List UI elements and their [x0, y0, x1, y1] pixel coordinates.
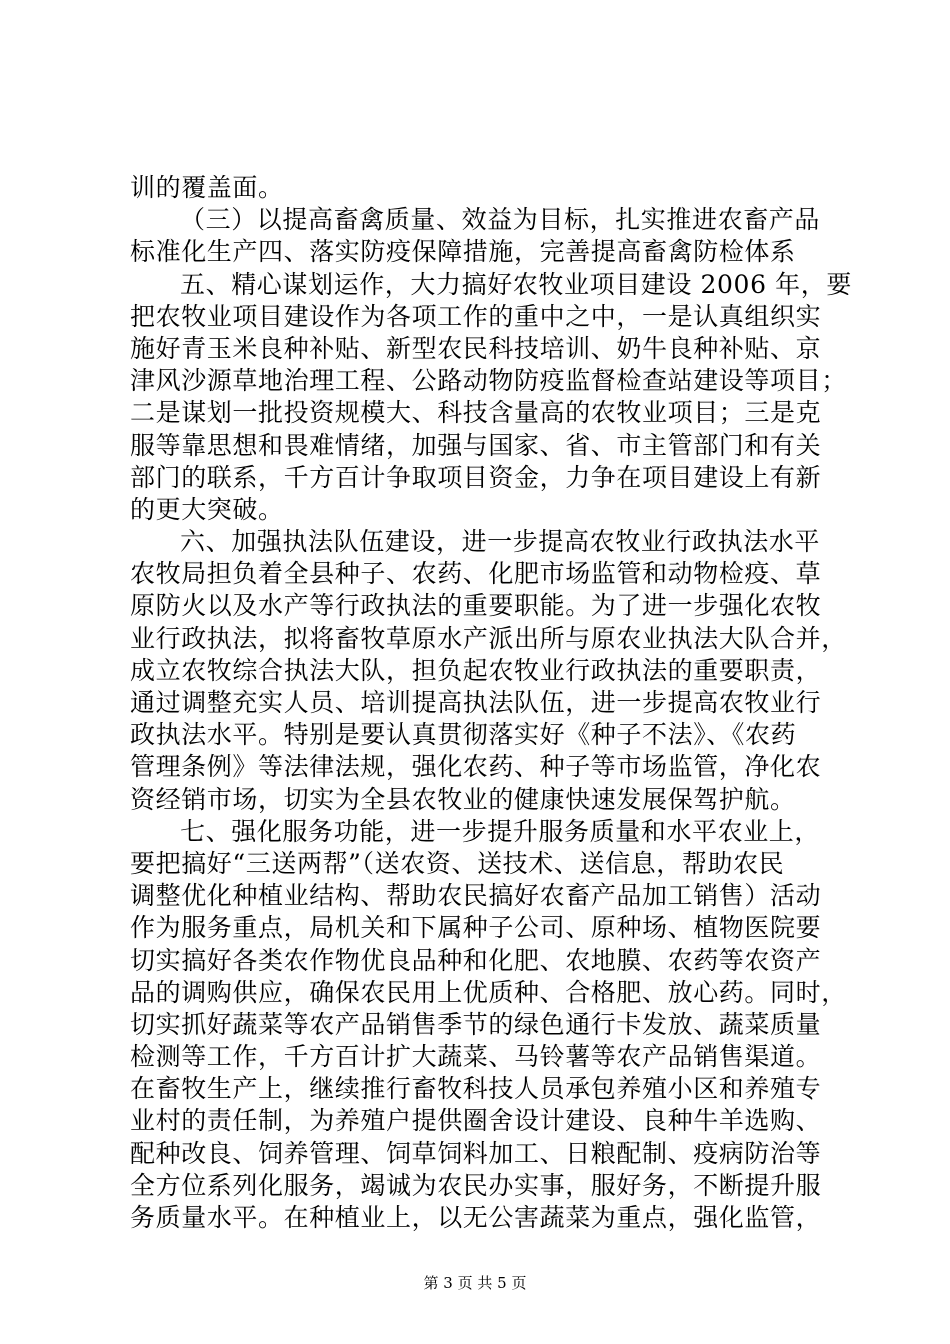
text-line: 在畜牧生产上，继续推行畜牧科技人员承包养殖小区和养殖专 [130, 1074, 822, 1104]
text-line: 五、精心谋划运作，大力搞好农牧业项目建设 2006 年，要 [180, 269, 852, 299]
text-line: 切实搞好各类农作物优良品种和化肥、农地膜、农药等农资产 [130, 945, 822, 975]
text-line: 服等靠思想和畏难情绪，加强与国家、省、市主管部门和有关 [130, 430, 822, 460]
text-line: 资经销市场，切实为全县农牧业的健康快速发展保驾护航。 [130, 784, 796, 814]
text-line: 品的调购供应，确保农民用上优质种、合格肥、放心药。同时， [130, 977, 847, 1007]
text-line: 的更大突破。 [130, 494, 284, 524]
text-line: 务质量水平。在种植业上，以无公害蔬菜为重点，强化监管， [130, 1203, 822, 1232]
text-line: 七、强化服务功能，进一步提升服务质量和水平农业上， [180, 816, 821, 846]
text-line: 成立农牧综合执法大队，担负起农牧业行政执法的重要职责， [130, 655, 822, 685]
text-line: 要把搞好“三送两帮”（送农资、送技术、送信息，帮助农民 [130, 848, 785, 878]
text-line: 通过调整充实人员、培训提高执法队伍，进一步提高农牧业行 [130, 688, 822, 717]
text-line: 标准化生产四、落实防疫保障措施，完善提高畜禽防检体系 [130, 237, 796, 267]
text-line: 政执法水平。特别是要认真贯彻落实好《种子不法》、《农药 [130, 720, 797, 750]
text-line: 把农牧业项目建设作为各项工作的重中之中，一是认真组织实 [130, 301, 822, 331]
body-text [130, 172, 852, 1234]
text-line: 全方位系列化服务，竭诚为农民办实事，服好务，不断提升服 [130, 1170, 822, 1200]
text-line: 作为服务重点，局机关和下属种子公司、原种场、植物医院要 [130, 913, 822, 943]
text-line: 施好青玉米良种补贴、新型农民科技培训、奶牛良种补贴、京 [130, 333, 822, 363]
text-line: 检测等工作，千方百计扩大蔬菜、马铃薯等农产品销售渠道。 [130, 1042, 822, 1072]
text-line: 业村的责任制，为养殖户提供圈舍设计建设、良种牛羊选购、 [130, 1106, 822, 1136]
text-line: 六、加强执法队伍建设，进一步提高农牧业行政执法水平 [180, 527, 821, 557]
page-footer: 第 3 页 共 5 页 [423, 1274, 527, 1292]
text-line: 津风沙源草地治理工程、公路动物防疫监督检查站建设等项目； [130, 366, 847, 396]
text-line: 原防火以及水产等行政执法的重要职能。为了进一步强化农牧 [130, 591, 822, 621]
text-line: 切实抓好蔬菜等农产品销售季节的绿色通行卡发放、蔬菜质量 [130, 1009, 822, 1039]
text-line: 农牧局担负着全县种子、农药、化肥市场监管和动物检疫、草 [130, 559, 822, 589]
text-line: 部门的联系，千方百计争取项目资金，力争在项目建设上有新 [130, 462, 822, 492]
text-line: 训的覆盖面。 [130, 173, 284, 202]
text-line: 业行政执法，拟将畜牧草原水产派出所与原农业执法大队合并， [130, 623, 847, 653]
text-line: （三）以提高畜禽质量、效益为目标，扎实推进农畜产品 [180, 205, 821, 235]
text-line: 二是谋划一批投资规模大、科技含量高的农牧业项目；三是克 [130, 398, 822, 428]
text-line: 配种改良、饲养管理、饲草饲料加工、日粮配制、疫病防治等 [130, 1138, 822, 1168]
text-line: 管理条例》等法律法规，强化农药、种子等市场监管，净化农 [130, 752, 822, 782]
text-line: 调整优化种植业结构、帮助农民搞好农畜产品加工销售）活动 [130, 881, 822, 911]
